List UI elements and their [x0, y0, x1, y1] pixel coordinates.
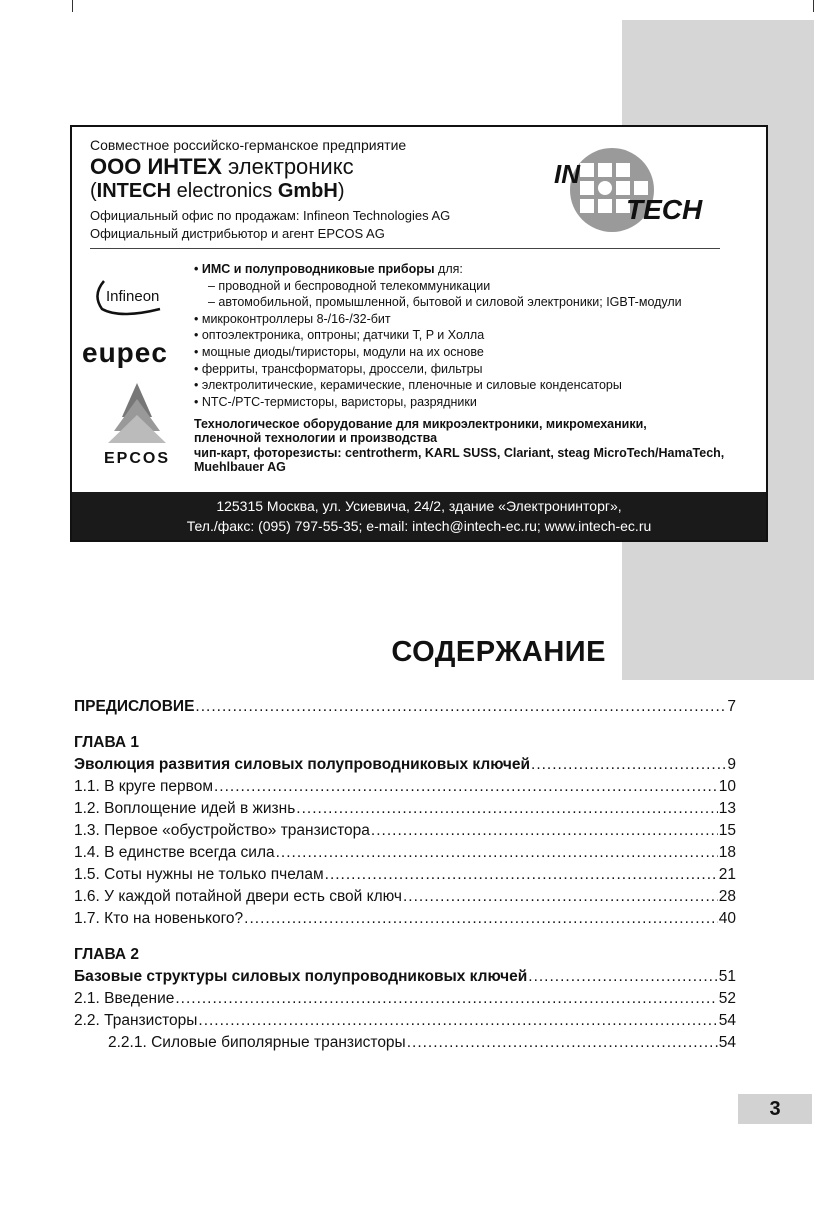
- intech-logo: [550, 145, 720, 235]
- list-item: • электролитические, керамические, пленочные и силовые конденсаторы: [194, 378, 622, 393]
- list-item: • ферриты, трансформаторы, дроссели, фильтры: [194, 361, 483, 376]
- list-item: – автомобильной, промышленной, бытовой и силовой электроники; IGBT-модули: [208, 295, 682, 310]
- toc-entry-chapter[interactable]: Эволюция развития силовых полупроводниковых ключей ..... 9: [74, 756, 736, 778]
- list-item: • оптоэлектроника, оптроны; датчики T, P и Холла: [194, 328, 485, 343]
- toc-entry[interactable]: 1.5. Соты нужны не только пчелам ..... 21: [74, 866, 736, 888]
- ad-joint-venture: Совместное российско-германское предприятие: [90, 137, 407, 153]
- toc-entry-chapter[interactable]: Базовые структуры силовых полупроводниковых ключей ..... 51: [74, 968, 736, 990]
- chapter-label: ГЛАВА 1: [74, 734, 140, 751]
- address: 125315 Москва, ул. Усиевича, 24/2, здание «Электронинторг»,: [216, 498, 622, 514]
- toc-entry-subsection[interactable]: 2.2.1. Силовые биполярные транзисторы ..... 54: [74, 1034, 736, 1056]
- svg-text:EPCOS: EPCOS: [103, 450, 171, 467]
- list-item: – проводной и беспроводной телекоммуникации: [208, 278, 491, 293]
- ad-contact-footer: [72, 492, 766, 540]
- equipment-line: чип-карт, фоторезисты: centrotherm, KARL SUSS, Clariant, steag MicroTech/HamaTech,: [194, 445, 725, 460]
- equipment-line: пленочной технологии и производства: [194, 431, 438, 446]
- crop-mark: [813, 0, 814, 12]
- list-item: • NTC-/PTC-термисторы, варисторы, разрядники: [194, 394, 477, 409]
- page-number: 3: [738, 1094, 812, 1124]
- ad-company-en: (INTECH electronics GmbH): [90, 180, 345, 202]
- equipment-line: Технологическое оборудование для микроэлектроники, микромеханики,: [194, 417, 647, 431]
- list-item: • мощные диоды/тиристоры, модули на их основе: [194, 344, 484, 359]
- list-item: • ИМС и полупроводниковые приборы для:: [194, 262, 463, 276]
- ad-divider: [90, 248, 720, 249]
- epcos-logo: [92, 379, 182, 469]
- contacts: Тел./факс: (095) 797-55-35; e-mail: intech@intech-ec.ru; www.intech-ec.ru: [186, 518, 652, 534]
- table-of-contents: [74, 698, 736, 1056]
- toc-entry[interactable]: 1.3. Первое «обустройство» транзистора ..... 15: [74, 822, 736, 844]
- eupec-logo: eupec: [82, 337, 168, 368]
- list-item: • микроконтроллеры 8-/16-/32-бит: [194, 311, 391, 326]
- toc-entry[interactable]: 2.1. Введение ..... 52: [74, 990, 736, 1012]
- ad-office: Официальный офис по продажам: Infineon Technologies AG: [90, 208, 451, 223]
- page-title: СОДЕРЖАНИЕ: [391, 636, 606, 668]
- toc-entry[interactable]: 1.4. В единстве всегда сила ..... 18: [74, 844, 736, 866]
- chapter-label: ГЛАВА 2: [74, 946, 140, 963]
- toc-entry[interactable]: 2.2. Транзисторы ..... 54: [74, 1012, 736, 1034]
- equipment-line: Muehlbauer AG: [194, 460, 286, 475]
- crop-mark: [72, 0, 73, 12]
- toc-entry[interactable]: 1.1. В круге первом ..... 10: [74, 778, 736, 800]
- ad-company-ru: ООО ИНТЕХ электроникс: [90, 154, 354, 179]
- equipment-text: [194, 417, 724, 475]
- toc-entry[interactable]: 1.6. У каждой потайной двери есть свой ключ ..... 28: [74, 888, 736, 910]
- ad-distributor: Официальный дистрибьютор и агент EPCOS AG: [90, 226, 385, 241]
- logo-text-tech: TECH: [626, 194, 703, 225]
- logo-text-in: IN: [554, 159, 580, 189]
- svg-text:Infineon: Infineon: [106, 288, 160, 305]
- product-list: [194, 261, 682, 410]
- infineon-logo: [90, 275, 180, 317]
- toc-entry[interactable]: 1.7. Кто на новенького? ..... 40: [74, 910, 736, 932]
- advertisement-block: [70, 125, 768, 542]
- toc-entry[interactable]: 1.2. Воплощение идей в жизнь ..... 13: [74, 800, 736, 822]
- toc-entry-preface[interactable]: ПРЕДИСЛОВИЕ ..... 7: [74, 698, 736, 720]
